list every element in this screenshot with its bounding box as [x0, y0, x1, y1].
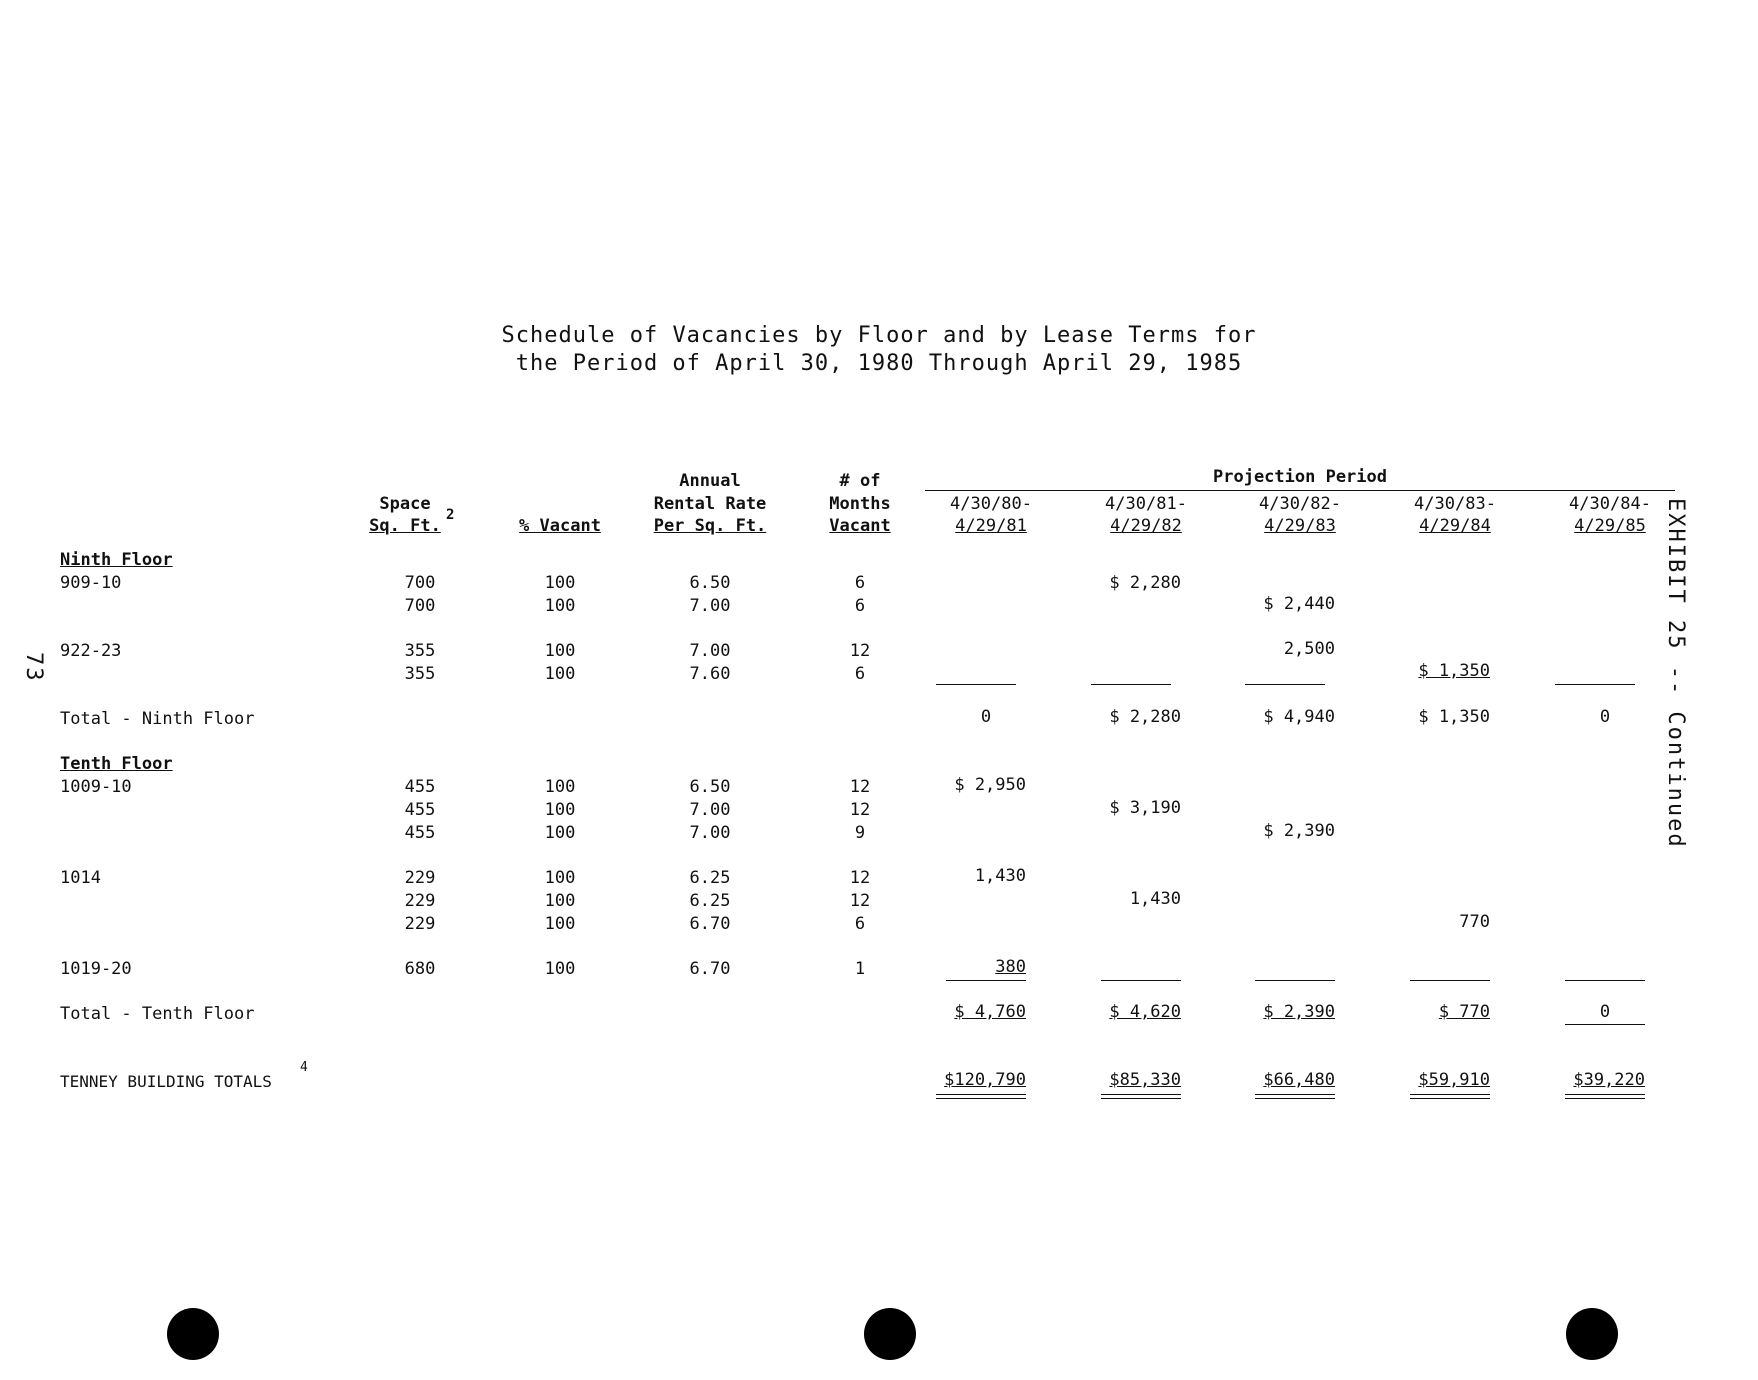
months-cell: 6 [854, 914, 866, 934]
projection-cell: $ 2,950 [954, 775, 1026, 795]
subtotal-rule [1101, 980, 1181, 981]
double-total-rule [1565, 1094, 1645, 1099]
months-cell: 12 [849, 800, 871, 820]
subtotal-rule [1555, 684, 1635, 685]
space-cell: 229 [404, 891, 436, 911]
vacant-cell: 100 [544, 596, 576, 616]
months-cell: 9 [854, 823, 866, 843]
vacant-cell: 100 [544, 800, 576, 820]
binder-hole [167, 1308, 219, 1360]
ninth-total-p2: $ 2,280 [1109, 707, 1181, 727]
building-totals-footnote: 4 [300, 1060, 308, 1075]
header-space-footnote: 2 [446, 507, 455, 523]
vacant-cell: 100 [544, 823, 576, 843]
header-rate-line2: Rental Rate [653, 494, 767, 514]
subtotal-rule [1091, 684, 1171, 685]
double-total-rule [1101, 1094, 1181, 1099]
vacant-cell: 100 [544, 868, 576, 888]
rate-cell: 6.50 [689, 777, 731, 797]
ninth-floor-heading: Ninth Floor [60, 550, 173, 570]
header-rate-line3: Per Sq. Ft. [653, 516, 767, 536]
subtotal-rule [1255, 980, 1335, 981]
projection-cell: 770 [1459, 912, 1490, 932]
rate-cell: 6.50 [689, 573, 731, 593]
projection-cell: $ 2,390 [1263, 821, 1335, 841]
double-total-rule [936, 1094, 1026, 1099]
tenth-total-p3: $ 2,390 [1263, 1002, 1335, 1022]
tenth-floor-total-label: Total - Tenth Floor [60, 1004, 255, 1024]
rate-cell: 7.60 [689, 664, 731, 684]
subtotal-rule [1245, 684, 1325, 685]
double-total-rule [1255, 1094, 1335, 1099]
building-totals-label: TENNEY BUILDING TOTALS [60, 1072, 272, 1091]
tenth-total-p5: 0 [1599, 1002, 1611, 1022]
tenth-floor-heading: Tenth Floor [60, 754, 173, 774]
rate-cell: 6.25 [689, 868, 731, 888]
ninth-total-p5: 0 [1599, 707, 1611, 727]
rate-cell: 6.70 [689, 914, 731, 934]
projection-cell: 380 [995, 957, 1026, 977]
tenth-total-p4: $ 770 [1438, 1002, 1490, 1022]
space-cell: 700 [404, 573, 436, 593]
vacant-cell: 100 [544, 573, 576, 593]
vacant-cell: 100 [544, 959, 576, 979]
period-1-end: 4/29/81 [955, 516, 1027, 536]
header-months-line3: Vacant [829, 516, 891, 536]
rate-cell: 7.00 [689, 596, 731, 616]
projection-cell: $ 2,440 [1263, 594, 1335, 614]
header-projection-period: Projection Period [1213, 467, 1387, 487]
vacant-cell: 100 [544, 914, 576, 934]
header-months-line1: # of [839, 471, 881, 491]
rate-cell: 7.00 [689, 823, 731, 843]
space-cell: 455 [404, 823, 436, 843]
projection-cell: $ 2,280 [1109, 573, 1181, 593]
rate-cell: 6.25 [689, 891, 731, 911]
period-3-end: 4/29/83 [1264, 516, 1336, 536]
space-cell: 355 [404, 664, 436, 684]
vacant-cell: 100 [544, 664, 576, 684]
exhibit-label: EXHIBIT 25 -- Continued [1663, 498, 1688, 849]
period-5-start: 4/30/84- [1569, 494, 1651, 514]
months-cell: 6 [854, 596, 866, 616]
period-2-end: 4/29/82 [1110, 516, 1182, 536]
unit-label: 1019-20 [60, 959, 132, 979]
binder-hole [1566, 1308, 1618, 1360]
ninth-total-p1: 0 [980, 707, 992, 727]
binder-hole [864, 1308, 916, 1360]
space-cell: 455 [404, 800, 436, 820]
header-percent-vacant: % Vacant [519, 516, 601, 536]
building-total-p4: $59,910 [1418, 1070, 1490, 1090]
period-5-end: 4/29/85 [1574, 516, 1646, 536]
building-total-p5: $39,220 [1573, 1070, 1645, 1090]
document-title-line1: Schedule of Vacancies by Floor and by Lease Terms for [501, 323, 1257, 348]
projection-cell: 1,430 [974, 866, 1026, 886]
ninth-floor-total-label: Total - Ninth Floor [60, 709, 255, 729]
building-total-p2: $85,330 [1109, 1070, 1181, 1090]
vacant-cell: 100 [544, 891, 576, 911]
projection-cell: $ 1,350 [1418, 661, 1490, 681]
period-1-start: 4/30/80- [950, 494, 1032, 514]
unit-label: 909-10 [60, 573, 122, 593]
period-2-start: 4/30/81- [1105, 494, 1187, 514]
header-space-line2: Sq. Ft. [369, 516, 441, 536]
subtotal-rule [1565, 1024, 1645, 1025]
header-months-line2: Months [829, 494, 891, 514]
projection-cell: $ 3,190 [1109, 798, 1181, 818]
space-cell: 229 [404, 914, 436, 934]
space-cell: 229 [404, 868, 436, 888]
projection-cell: 2,500 [1283, 639, 1335, 659]
space-cell: 455 [404, 777, 436, 797]
header-space-line1: Space [379, 494, 431, 514]
rate-cell: 6.70 [689, 959, 731, 979]
unit-label: 1014 [60, 868, 101, 888]
period-4-end: 4/29/84 [1419, 516, 1491, 536]
subtotal-rule [936, 684, 1016, 685]
ninth-total-p4: $ 1,350 [1418, 707, 1490, 727]
space-cell: 680 [404, 959, 436, 979]
months-cell: 12 [849, 891, 871, 911]
projection-header-rule [925, 490, 1675, 491]
rate-cell: 7.00 [689, 800, 731, 820]
months-cell: 6 [854, 573, 866, 593]
months-cell: 6 [854, 664, 866, 684]
building-total-p1: $120,790 [944, 1070, 1026, 1090]
months-cell: 12 [849, 777, 871, 797]
unit-label: 922-23 [60, 641, 122, 661]
months-cell: 12 [849, 641, 871, 661]
ninth-total-p3: $ 4,940 [1263, 707, 1335, 727]
document-title-line2: the Period of April 30, 1980 Through April 29, 1985 [515, 351, 1243, 376]
period-3-start: 4/30/82- [1259, 494, 1341, 514]
subtotal-rule [1565, 980, 1645, 981]
vacant-cell: 100 [544, 777, 576, 797]
projection-cell: 1,430 [1129, 889, 1181, 909]
months-cell: 12 [849, 868, 871, 888]
vacant-cell: 100 [544, 641, 576, 661]
header-rate-line1: Annual [679, 471, 741, 491]
unit-label: 1009-10 [60, 777, 132, 797]
double-total-rule [1410, 1094, 1490, 1099]
tenth-total-p2: $ 4,620 [1109, 1002, 1181, 1022]
months-cell: 1 [854, 959, 866, 979]
rate-cell: 7.00 [689, 641, 731, 661]
building-total-p3: $66,480 [1263, 1070, 1335, 1090]
space-cell: 355 [404, 641, 436, 661]
space-cell: 700 [404, 596, 436, 616]
subtotal-rule [1410, 980, 1490, 981]
period-4-start: 4/30/83- [1414, 494, 1496, 514]
tenth-total-p1: $ 4,760 [954, 1002, 1026, 1022]
page-number: 73 [21, 652, 46, 683]
subtotal-rule [946, 980, 1026, 981]
